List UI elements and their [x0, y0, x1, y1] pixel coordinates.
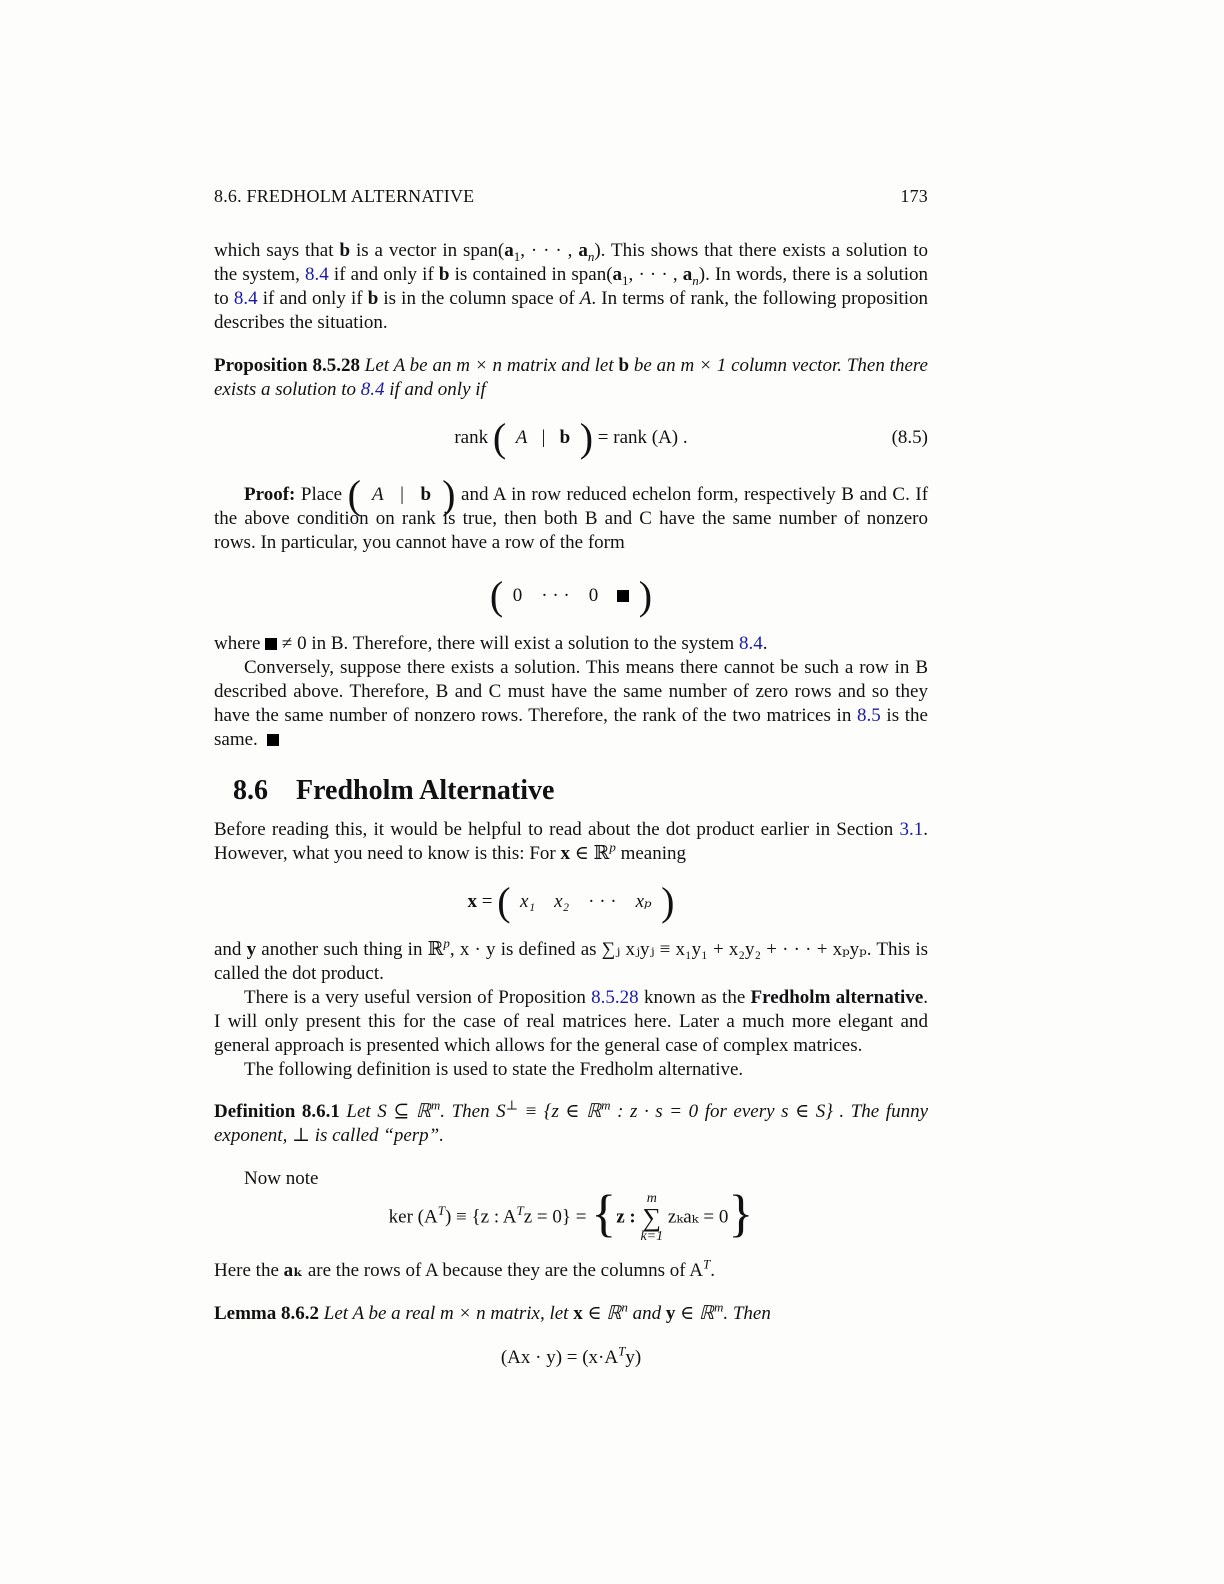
sym: =: [477, 891, 498, 912]
sup: m: [430, 1097, 441, 1113]
text: be an m × 1 column vector. Then there exists a solution to: [214, 355, 928, 400]
text: . In terms of rank, the following proposition describes the situation.: [214, 288, 929, 333]
text: Let A be an m × n matrix and let: [359, 355, 619, 376]
bold-b: b: [339, 240, 351, 261]
rank-text: rank: [454, 427, 489, 448]
section-number: 8.6: [233, 775, 268, 806]
sup: n: [621, 1299, 628, 1315]
text: , x · y is defined as ∑ⱼ xⱼyⱼ ≡ x₁y₁ + x₂y₂ + · · · + xₚyₚ. This is called the dot product.: [214, 939, 928, 984]
text: . Then: [723, 1303, 771, 1324]
sym: (Ax · y) =: [500, 1347, 583, 1368]
text: There is a very useful version of Proposition: [244, 987, 592, 1008]
text: ≡ {z ∈ ℝ: [517, 1101, 602, 1122]
sym: ) ≡ {z : A: [444, 1206, 517, 1228]
bold-y: y: [246, 939, 257, 960]
sym: aₖ: [283, 1260, 304, 1281]
text: another such thing in ℝ: [256, 939, 444, 960]
sym: ker (A: [388, 1206, 438, 1228]
summation: m ∑ k=1: [640, 1191, 664, 1244]
sup: ⊥: [505, 1097, 518, 1113]
proposition-label: Proposition 8.5.28: [214, 355, 360, 376]
cell: 0: [588, 585, 599, 606]
sym: A: [515, 427, 528, 448]
text: ∈ ℝ: [582, 1303, 622, 1324]
ref-link-8-5[interactable]: 8.5: [857, 705, 881, 726]
bold-x: x: [560, 843, 570, 864]
text: which says that: [214, 240, 340, 261]
term-fredholm-alternative: Fredholm alternative: [750, 987, 924, 1008]
text: and: [627, 1303, 666, 1324]
text: where: [214, 633, 266, 654]
sym: |: [400, 484, 404, 505]
proof-paragraph: Proof: Place ( A | b ) and A in row reduced echelon form, respectively B and C. If the above condition on rank is true, then both B and C have the same number of nonzero rows. In particular, you cannot have a row of the form: [214, 472, 929, 553]
page-number: 173: [900, 186, 928, 206]
sum-upper: m: [646, 1191, 657, 1206]
text: Conversely, suppose there exists a solution. This means there cannot be such a row in B described above. Therefore, B and C must have the same number of zero rows and so they have the same number of nonzero rows. Therefore, the rank of the two matrices in: [214, 657, 928, 726]
text: is a vector in span: [350, 240, 498, 261]
symbol-A: A: [579, 288, 592, 309]
sym: (x·A: [582, 1347, 619, 1368]
text: Place: [295, 484, 348, 505]
bold-y: y: [665, 1303, 676, 1324]
equation-8-5: rank ( A | b ) = rank (A) . (8.5): [454, 415, 928, 460]
running-header: [214, 184, 928, 208]
text: Here the: [214, 1260, 284, 1281]
text: and: [214, 939, 247, 960]
paragraph-rows: [214, 1256, 928, 1283]
sup: T: [437, 1203, 445, 1219]
proof-label: Proof:: [244, 484, 296, 505]
text: is contained in span: [449, 264, 607, 285]
sup: T: [618, 1343, 626, 1359]
section-title: Fredholm Alternative: [296, 775, 555, 806]
ref-link-8-4[interactable]: 8.4: [233, 288, 258, 309]
text: Let S ⊆ ℝ: [339, 1101, 431, 1122]
paragraph-dot-product: [214, 935, 929, 1082]
ref-link-8-4[interactable]: 8.4: [360, 379, 385, 400]
lemma-label: Lemma 8.6.2: [214, 1303, 320, 1324]
text: ∈ ℝ: [569, 843, 610, 864]
sup: p: [443, 935, 450, 951]
qed-square-icon: [267, 734, 279, 746]
text: . I will only present this for the case of real matrices here. Later a much more elegant and general approach is presented which allows for the general case of complex matrices.: [214, 987, 929, 1056]
sym: b: [559, 427, 571, 448]
paragraph-span: which says that b is a vector in $span(a_1$, · · · , $a_n$). This shows that there exists a solution to the system, 8.4 if and only if b is contained in $span(a_1$, · · · , $a_n$). In words, there is a solution to 8.4 if and only if b is in the column space of A. In terms of rank, the following proposition describes the situation.: [214, 240, 929, 333]
text: and A in row reduced echelon form, respectively B and C. If the above condition on rank is true, then both B and C have the same number of nonzero rows. In particular, you cannot have a row of the form: [214, 484, 929, 553]
section-heading: [233, 774, 947, 808]
paragraph-intro: [214, 818, 928, 866]
text: . However, what you need to know is this: For: [214, 819, 928, 864]
text: ∈ ℝ: [675, 1303, 714, 1324]
sym: y): [625, 1347, 642, 1368]
running-title: 8.6. FREDHOLM ALTERNATIVE: [214, 186, 475, 206]
sym: z :: [616, 1206, 636, 1228]
sup: T: [516, 1203, 524, 1219]
definition-8-6-1: [214, 1097, 929, 1148]
sym: A: [371, 484, 384, 505]
text: if and only if: [328, 264, 439, 285]
text: ≠ 0 in B. Therefore, there will exist a solution to the system: [277, 633, 739, 654]
sym: |: [541, 427, 546, 448]
text: .: [762, 633, 768, 654]
text: Let A be a real m × n matrix, let: [319, 1303, 574, 1324]
ref-link-8-4[interactable]: 8.4: [738, 633, 763, 654]
cell: · · ·: [541, 585, 570, 606]
lemma-equation: [214, 1343, 928, 1370]
text: meaning: [615, 843, 687, 864]
text: is in the column space of: [378, 288, 580, 309]
bold-b: b: [438, 264, 450, 285]
text: if and only if: [384, 379, 486, 400]
definition-label: Definition 8.6.1: [214, 1101, 340, 1122]
cell: · · ·: [588, 891, 617, 912]
text: . In words, there is a solution to: [214, 264, 929, 309]
sup: m: [713, 1299, 724, 1315]
text: Before reading this, it would be helpful to read about the dot product earlier in Section: [214, 819, 900, 840]
text: .: [710, 1260, 716, 1281]
text: : z · s = 0 for every s ∈ S} . The funny exponent, ⊥ is called “perp”.: [214, 1101, 929, 1146]
proposition-8-5-28: [214, 354, 928, 402]
sym: zₖaₖ = 0: [663, 1206, 729, 1228]
text: known as the: [638, 987, 751, 1008]
sym: x: [467, 891, 477, 912]
cell: 0: [512, 585, 523, 606]
lemma-8-6-2: [214, 1299, 928, 1326]
equation-rhs: = rank (A) .: [593, 427, 688, 448]
text: if and only if: [257, 288, 368, 309]
cell: x₂: [554, 891, 570, 912]
sup: T: [703, 1256, 711, 1272]
black-square-icon: [265, 638, 277, 650]
equation-number: (8.5): [891, 427, 928, 448]
sym: b: [420, 484, 432, 505]
bold-b: b: [367, 288, 379, 309]
paragraph-conclusion: [214, 632, 928, 752]
sym: z = 0} =: [523, 1206, 592, 1228]
ref-link-8-5-28[interactable]: 8.5.28: [591, 987, 639, 1008]
ref-link-8-4[interactable]: 8.4: [305, 264, 329, 285]
row-form: ( 0 · · · 0 ): [489, 573, 653, 618]
text: Now note: [244, 1168, 319, 1189]
cell: x₁: [520, 891, 536, 912]
sum-lower: k=1: [640, 1229, 664, 1244]
now-note: [214, 1167, 928, 1191]
vector-x-equation: x = ( x₁ x₂ · · · xₚ ): [467, 879, 675, 924]
paragraph-definition-intro: The following definition is used to state the Fredholm alternative.: [244, 1059, 744, 1080]
sup: p: [609, 839, 616, 855]
text: . This shows that there exists a solution to the system,: [214, 240, 928, 285]
kernel-equation: ker $(A^T) \equiv \{z$ : $A^Tz = 0\} = \{z$ : m ∑ k=1 zₖaₖ = 0}: [388, 1185, 754, 1244]
black-square-icon: [617, 590, 629, 602]
cell: xₚ: [635, 891, 652, 912]
bold-x: x: [573, 1303, 583, 1324]
sup: m: [601, 1097, 611, 1113]
text: are the rows of A because they are the columns of A: [303, 1260, 704, 1281]
text: . Then S: [440, 1101, 506, 1122]
bold-b: b: [618, 355, 630, 376]
ref-link-3-1[interactable]: 3.1: [899, 819, 924, 840]
text: is the same.: [214, 705, 928, 750]
